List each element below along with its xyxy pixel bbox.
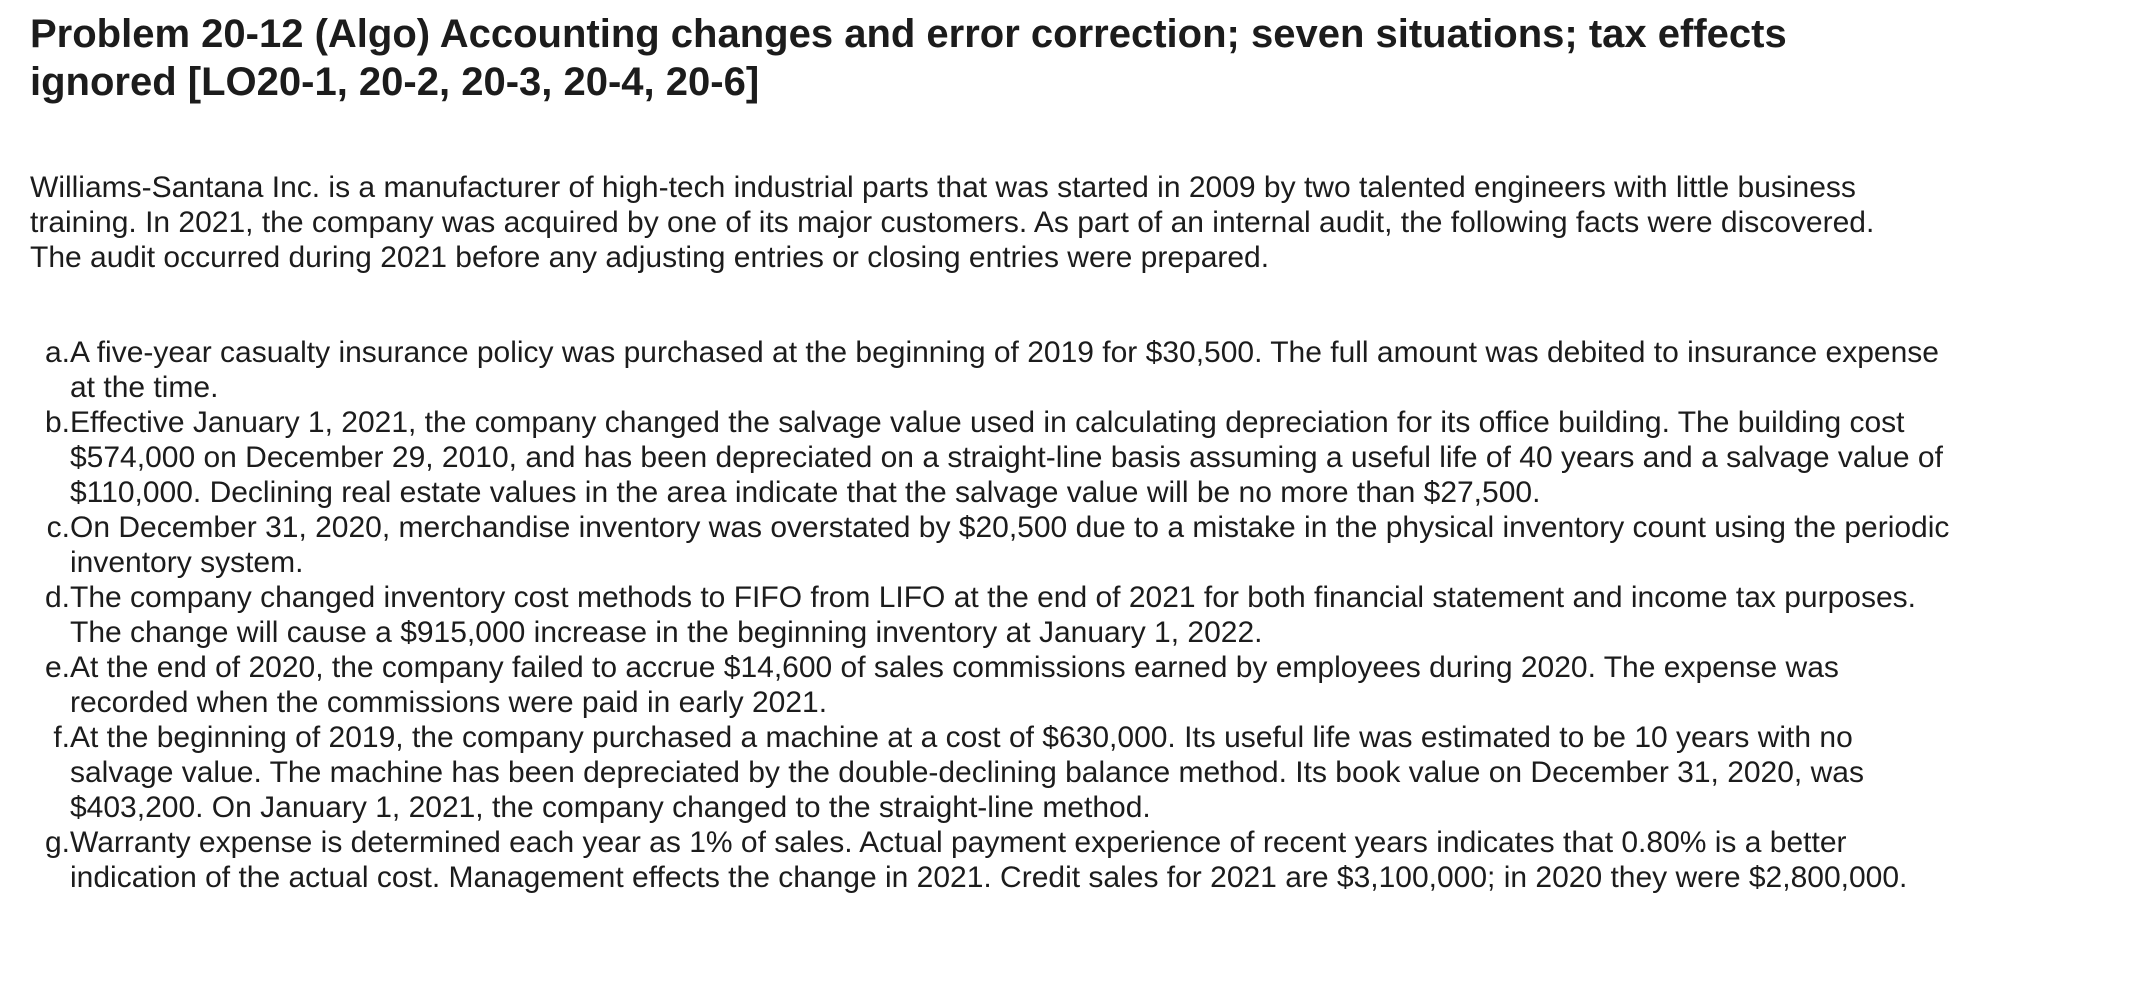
list-item-text: At the end of 2020, the company failed to accrue $14,600 of sales commissions earned by employees during 2020. The expense was recorded when the commissions were paid in early 2021.: [70, 651, 1839, 719]
list-item-marker: c.: [46, 511, 70, 544]
list-item: [30, 510, 1950, 580]
list-item-marker: f.: [53, 721, 70, 754]
problem-intro: Williams-Santana Inc. is a manufacturer of high-tech industrial parts that was started in 2009 by two talented engineers with little business training. In 2021, the company was acquired by one of its major customers. As part of an internal audit, the following facts were discovered. The audit occurred during 2021 before any adjusting entries or closing entries were prepared.: [30, 171, 1875, 274]
list-item-marker: b.: [44, 406, 70, 439]
problem-page: [30, 10, 2110, 895]
list-item: [30, 720, 1950, 825]
list-item: [30, 650, 1950, 720]
problem-title: Problem 20-12 (Algo) Accounting changes and error correction; seven situations; tax effects ignored [LO20-1, 20-2, 20-3, 20-4, 20-6]: [30, 12, 1787, 104]
list-item-text: A five-year casualty insurance policy was purchased at the beginning of 2019 for $30,500. The full amount was debited to insurance expense at the time.: [70, 336, 1939, 404]
list-item-marker: a.: [44, 336, 70, 369]
list-item: [30, 580, 1950, 650]
list-item-text: At the beginning of 2019, the company purchased a machine at a cost of $630,000. Its useful life was estimated to be 10 years with no salvage value. The machine has been depreciated by the double-declining balance method. Its book value on December 31, 2020, was $403,200. On January 1, 2021, the company changed to the straight-line method.: [70, 721, 1864, 824]
list-item: [30, 825, 1950, 895]
list-item: [30, 335, 1950, 405]
list-item-marker: d.: [44, 581, 70, 614]
list-item-text: On December 31, 2020, merchandise inventory was overstated by $20,500 due to a mistake in the physical inventory count using the periodic inventory system.: [70, 511, 1950, 579]
list-item-text: Warranty expense is determined each year as 1% of sales. Actual payment experience of recent years indicates that 0.80% is a better indication of the actual cost. Management effects the change in 2021. Credit sales for 2021 are $3,100,000; in 2020 they were $2,800,000.: [70, 826, 1908, 894]
list-item: [30, 405, 1950, 510]
list-item-text: Effective January 1, 2021, the company changed the salvage value used in calculating depreciation for its office building. The building cost $574,000 on December 29, 2010, and has been depreciated on a straight-line basis assuming a useful life of 40 years and a salvage value of $110,000. Declining real estate values in the area indicate that the salvage value will be no more than $27,500.: [70, 406, 1943, 509]
list-item-marker: g.: [44, 826, 70, 859]
list-item-marker: e.: [44, 651, 70, 684]
situations-list: [30, 335, 1950, 895]
list-item-text: The company changed inventory cost methods to FIFO from LIFO at the end of 2021 for both financial statement and income tax purposes. The change will cause a $915,000 increase in the beginning inventory at January 1, 2022.: [70, 581, 1916, 649]
